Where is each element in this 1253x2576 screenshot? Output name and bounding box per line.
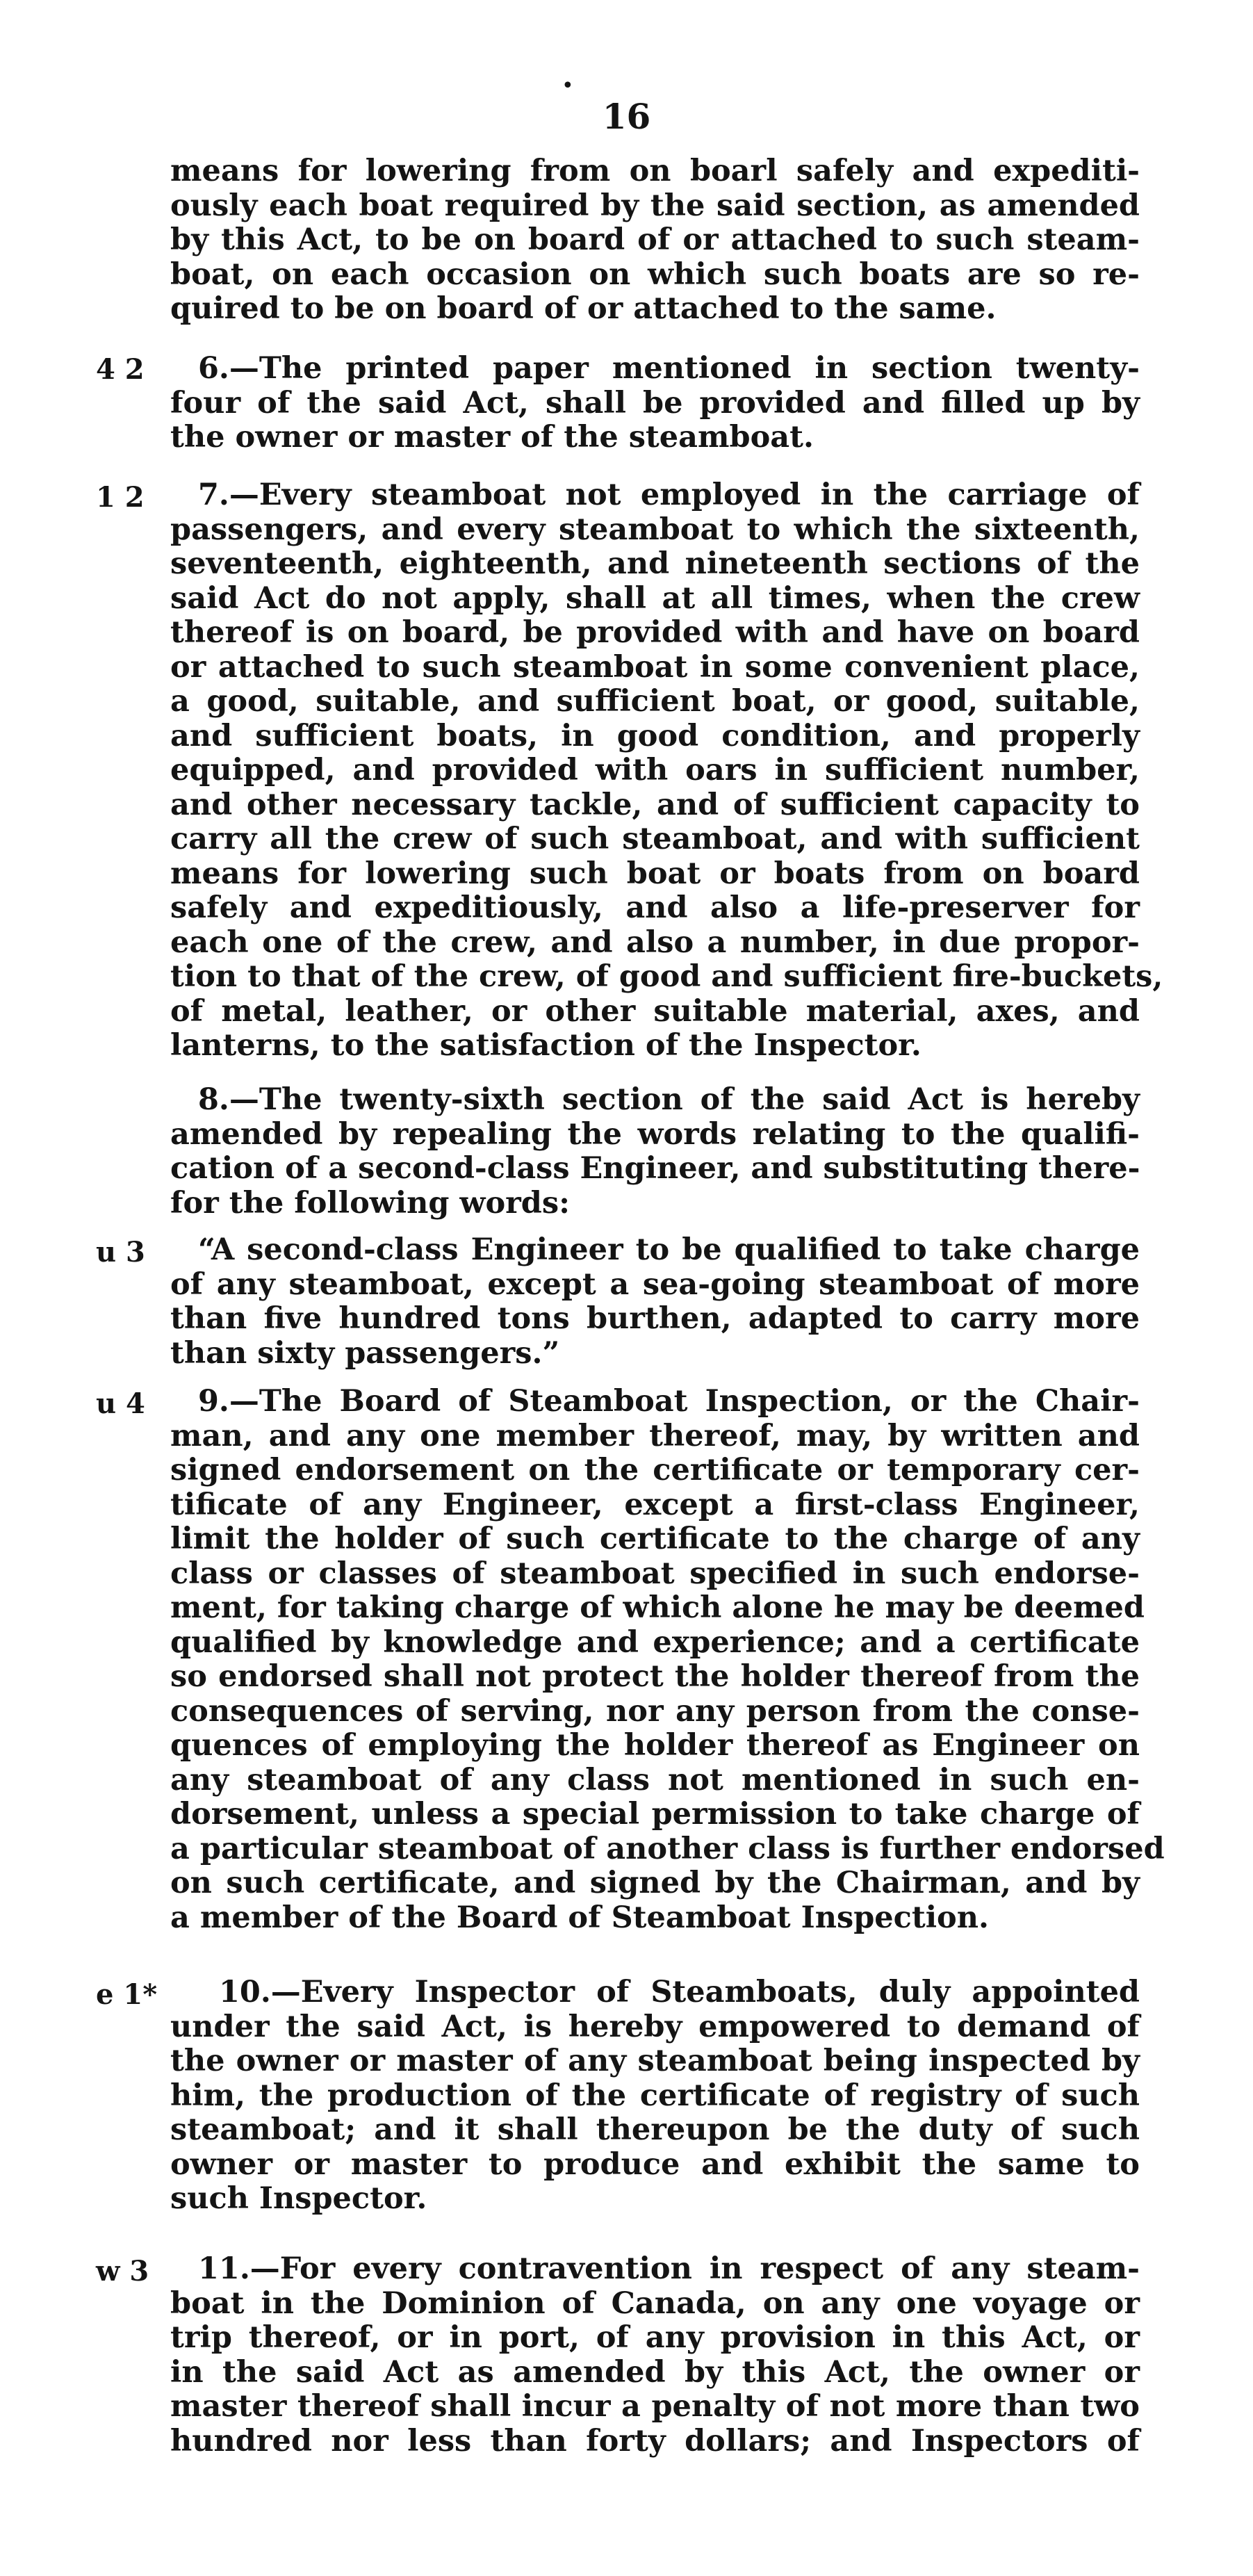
margin-note: e 1* xyxy=(96,1978,158,2011)
text-line: tion to that of the crew, of good and sufficient fire-buckets, xyxy=(170,959,1163,994)
paragraph-section-10 xyxy=(170,1975,1140,2217)
text-line: boat, on each occasion on which such boats are so re- xyxy=(170,256,1140,292)
text-line: of any steamboat, except a sea-going steamboat of more xyxy=(170,1266,1140,1302)
text-line: by this Act, to be on board of or attached to such steam- xyxy=(170,222,1140,257)
text-line: each one of the crew, and also a number, in due propor- xyxy=(170,924,1140,960)
text-line: on such certificate, and signed by the Chairman, and by xyxy=(170,1866,1140,1900)
text-line: 10.—Every Inspector of Steamboats, duly appointed xyxy=(219,1975,1140,2010)
text-line: ously each boat required by the said section, as amended xyxy=(170,188,1140,223)
text-line: of metal, leather, or other suitable material, axes, and xyxy=(170,993,1140,1029)
text-line: means for lowering such boat or boats from on board xyxy=(170,856,1140,891)
text-line: boat in the Dominion of Canada, on any one voyage or xyxy=(170,2285,1140,2321)
margin-note: w 3 xyxy=(96,2255,149,2288)
text-line: him, the production of the certificate of registry of such xyxy=(170,2078,1140,2113)
text-line: steamboat; and it shall thereupon be the duty of such xyxy=(170,2112,1140,2147)
text-line: hundred nor less than forty dollars; and Inspectors of xyxy=(170,2423,1140,2459)
text-line: cation of a second-class Engineer, and substituting there- xyxy=(170,1151,1140,1186)
text-line: or attached to such steamboat in some convenient place, xyxy=(170,649,1140,685)
text-line: 9.—The Board of Steamboat Inspection, or the Chair- xyxy=(198,1384,1140,1419)
text-line: 11.—For every contravention in respect of any steam- xyxy=(198,2251,1140,2286)
paragraph-quoted-amendment xyxy=(170,1233,1140,1371)
text-line: a particular steamboat of another class is further endorsed xyxy=(170,1831,1165,1866)
text-line: four of the said Act, shall be provided and filled up by xyxy=(170,385,1140,421)
text-line: limit the holder of such certificate to the charge of any xyxy=(170,1522,1140,1556)
paragraph-section-11 xyxy=(170,2252,1140,2459)
text-line: 7.—Every steamboat not employed in the carriage of xyxy=(198,478,1140,512)
text-line: man, and any one member thereof, may, by written and xyxy=(170,1418,1140,1453)
text-line: seventeenth, eighteenth, and nineteenth sections of the xyxy=(170,546,1140,581)
text-line: “A second-class Engineer to be qualified to take charge xyxy=(198,1232,1140,1267)
text-line: the owner or master of the steamboat. xyxy=(170,420,814,455)
text-line: the owner or master of any steamboat being inspected by xyxy=(170,2044,1140,2078)
text-line: carry all the crew of such steamboat, and with sufficient xyxy=(170,822,1140,856)
text-line: master thereof shall incur a penalty of not more than two xyxy=(170,2389,1140,2424)
text-line: and sufficient boats, in good condition, and properly xyxy=(170,718,1140,753)
text-line: means for lowering from on boarl safely and expediti- xyxy=(170,154,1140,188)
text-line: passengers, and every steamboat to which the sixteenth, xyxy=(170,512,1140,547)
paragraph-continuation xyxy=(170,154,1140,327)
text-line: 6.—The printed paper mentioned in section twenty- xyxy=(198,351,1140,386)
text-line: 8.—The twenty-sixth section of the said Act is hereby xyxy=(198,1082,1140,1117)
text-line: owner or master to produce and exhibit the same to xyxy=(170,2146,1140,2182)
text-line: than sixty passengers.” xyxy=(170,1335,560,1371)
paragraph-section-6 xyxy=(170,352,1140,455)
text-line: quired to be on board of or attached to the same. xyxy=(170,291,997,326)
text-line: and other necessary tackle, and of sufficient capacity to xyxy=(170,787,1140,822)
text-line: any steamboat of any class not mentioned in such en- xyxy=(170,1762,1140,1798)
paragraph-section-8 xyxy=(170,1083,1140,1221)
text-line: trip thereof, or in port, of any provision in this Act, or xyxy=(170,2320,1140,2355)
text-line: for the following words: xyxy=(170,1185,570,1221)
text-line: class or classes of steamboat specified in such endorse- xyxy=(170,1556,1140,1591)
text-line: qualified by knowledge and experience; and a certificate xyxy=(170,1624,1140,1660)
text-line: signed endorsement on the certificate or temporary cer- xyxy=(170,1453,1140,1487)
margin-note: u 3 xyxy=(96,1236,145,1269)
text-line: said Act do not apply, shall at all times, when the crew xyxy=(170,580,1140,616)
text-line: a good, suitable, and sufficient boat, or good, suitable, xyxy=(170,684,1140,719)
margin-note: 4 2 xyxy=(96,353,145,386)
text-line: quences of employing the holder thereof as Engineer on xyxy=(170,1728,1140,1763)
text-line: in the said Act as amended by this Act, the owner or xyxy=(170,2354,1140,2390)
page-mark: • xyxy=(562,74,574,98)
text-line: under the said Act, is hereby empowered to demand of xyxy=(170,2009,1140,2044)
text-line: such Inspector. xyxy=(170,2181,427,2216)
text-line: thereof is on board, be provided with and have on board xyxy=(170,615,1140,650)
text-line: safely and expeditiously, and also a life-preserver for xyxy=(170,890,1140,925)
text-line: tificate of any Engineer, except a first-class Engineer, xyxy=(170,1487,1140,1522)
page-number: 16 xyxy=(602,96,651,137)
paragraph-section-9 xyxy=(170,1384,1165,1935)
text-line: dorsement, unless a special permission to take charge of xyxy=(170,1797,1140,1832)
text-line: lanterns, to the satisfaction of the Inspector. xyxy=(170,1028,922,1063)
paragraph-section-7 xyxy=(170,478,1163,1063)
text-line: equipped, and provided with oars in sufficient number, xyxy=(170,753,1140,788)
text-line: amended by repealing the words relating to the qualifi- xyxy=(170,1116,1140,1152)
text-line: than five hundred tons burthen, adapted to carry more xyxy=(170,1301,1140,1336)
text-line: a member of the Board of Steamboat Inspection. xyxy=(170,1900,989,1935)
margin-note: u 4 xyxy=(96,1387,145,1420)
text-line: so endorsed shall not protect the holder thereof from the xyxy=(170,1659,1140,1694)
text-line: ment, for taking charge of which alone he may be deemed xyxy=(170,1590,1145,1625)
margin-note: 1 2 xyxy=(96,481,145,514)
text-line: consequences of serving, nor any person from the conse- xyxy=(170,1693,1140,1729)
